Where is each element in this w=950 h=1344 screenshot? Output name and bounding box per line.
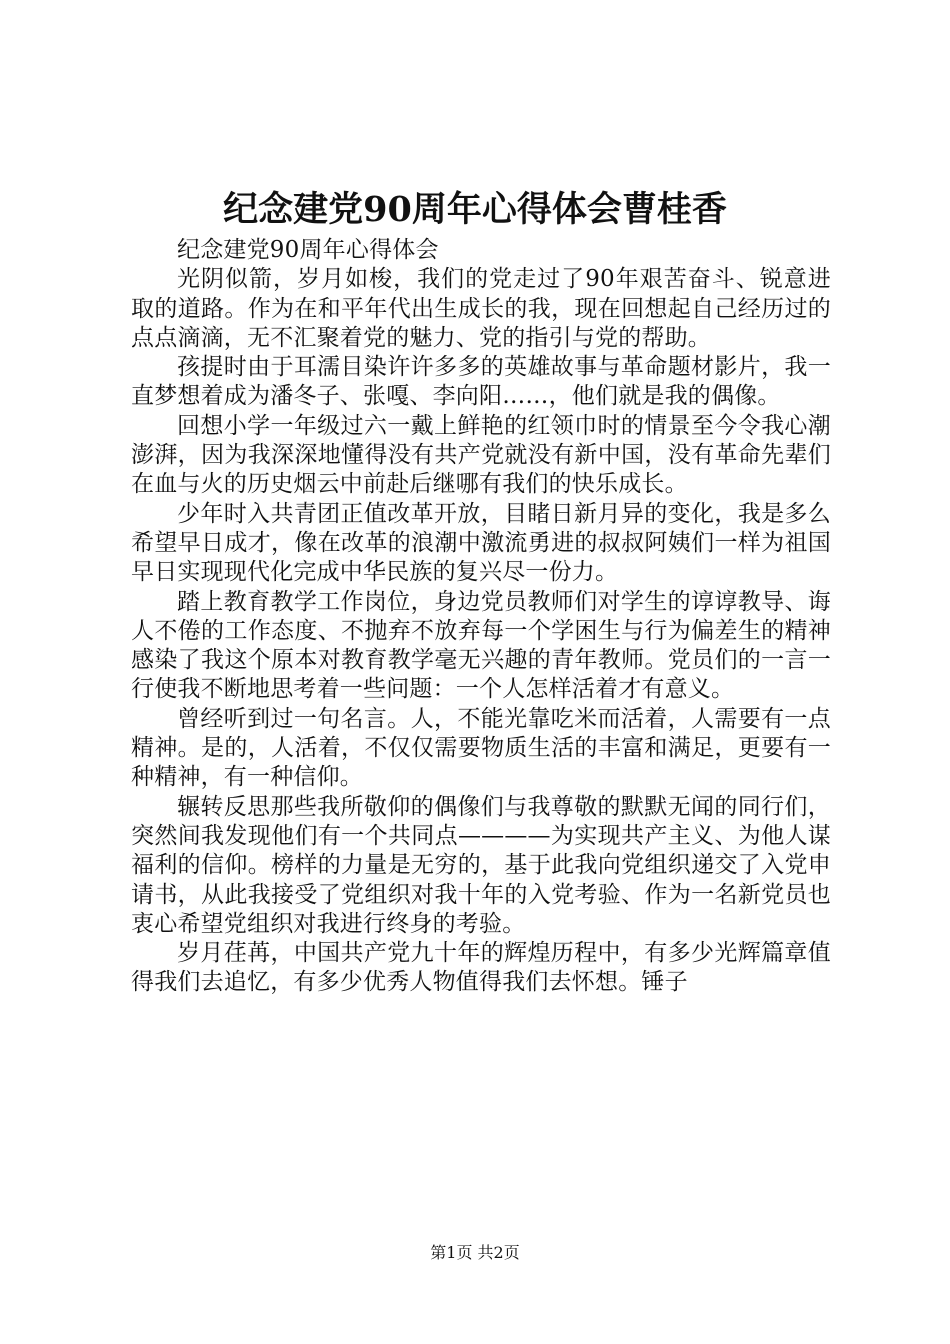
paragraph: 岁月荏苒，中国共产党九十年的辉煌历程中，有多少光辉篇章值得我们去追忆，有多少优秀人物值得我们去怀想。锤子 (131, 940, 831, 996)
paragraph: 少年时入共青团正值改革开放，目睹日新月异的变化，我是多么希望早日成才，像在改革的浪潮中激流勇进的叔叔阿姨们一样为祖国早日实现现代化完成中华民族的复兴尽一份力。 (131, 500, 831, 586)
paragraph: 辗转反思那些我所敬仰的偶像们与我尊敬的默默无闻的同行们，突然间我发现他们有一个共同点————为实现共产主义、为他人谋福利的信仰。榜样的力量是无穷的，基于此我向党组织递交了入党申请书，从此我接受了党组织对我十年的入党考验、作为一名新党员也衷心希望党组织对我进行终身的考验。 (131, 793, 831, 937)
document-title: 纪念建党90周年心得体会曹桂香 (223, 189, 727, 230)
paragraph: 踏上教育教学工作岗位，身边党员教师们对学生的谆谆教导、诲人不倦的工作态度、不抛弃不放弃每一个学困生与行为偏差生的精神感染了我这个原本对教育教学毫无兴趣的青年教师。党员们的一言一行使我不断地思考着一些问题：一个人怎样活着才有意义。 (131, 588, 831, 703)
paragraph: 曾经听到过一句名言。人，不能光靠吃米而活着，人需要有一点精神。是的，人活着，不仅仅需要物质生活的丰富和满足，更要有一种精神，有一种信仰。 (131, 705, 831, 791)
paragraph: 回想小学一年级过六一戴上鲜艳的红领巾时的情景至今令我心潮澎湃，因为我深深地懂得没有共产党就没有新中国，没有革命先辈们在血与火的历史烟云中前赴后继哪有我们的快乐成长。 (131, 412, 831, 498)
paragraph-subtitle: 纪念建党90周年心得体会 (177, 237, 439, 263)
page-footer: 第1页 共2页 (430, 1243, 520, 1262)
paragraph: 孩提时由于耳濡目染许许多多的英雄故事与革命题材影片，我一直梦想着成为潘冬子、张嘎、李向阳……，他们就是我的偶像。 (131, 354, 831, 410)
paragraph: 光阴似箭，岁月如梭，我们的党走过了90年艰苦奋斗、锐意进取的道路。作为在和平年代出生成长的我，现在回想起自己经历过的点点滴滴，无不汇聚着党的魅力、党的指引与党的帮助。 (131, 266, 831, 351)
document-body (131, 236, 831, 998)
